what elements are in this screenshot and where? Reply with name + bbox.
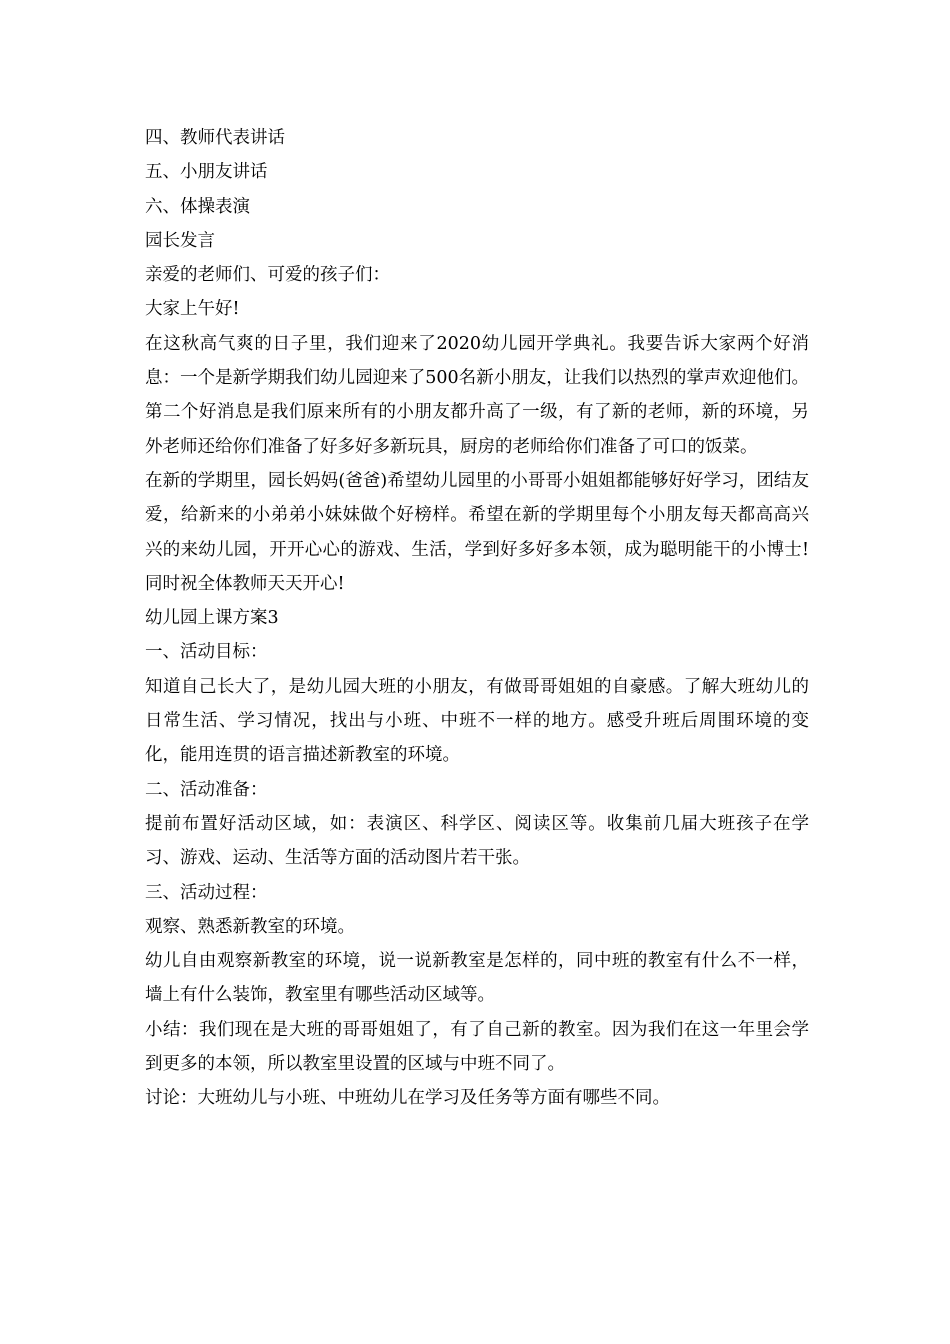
body-paragraph-prep: 提前布置好活动区域，如：表演区、科学区、阅读区等。收集前几届大班孩子在学习、游戏、运动、生活等方面的活动图片若干张。 [145,813,809,869]
body-paragraph-summary: 小结：我们现在是大班的哥哥姐姐了，有了自己新的教室。因为我们在这一年里会学到更多的本领，所以教室里设置的区域与中班不同了。 [145,1019,809,1075]
body-paragraph-goals: 知道自己长大了，是幼儿园大班的小朋友，有做哥哥姐姐的自豪感。了解大班幼儿的日常生活、学习情况，找出与小班、中班不一样的地方。感受升班后周围环境的变化，能用连贯的语言描述新教室的环境。 [145,676,809,766]
document-page [145,121,809,1116]
section-title-plan-3: 幼儿园上课方案3 [145,608,279,629]
heading-principal-speech: 园长发言 [145,230,215,251]
body-paragraph-discussion: 讨论：大班幼儿与小班、中班幼儿在学习及任务等方面有哪些不同。 [145,1088,670,1109]
body-paragraph-news: 在这秋高气爽的日子里，我们迎来了2020幼儿园开学典礼。我要告诉大家两个好消息：一个是新学期我们幼儿园迎来了500名新小朋友，让我们以热烈的掌声欢迎他们。第二个好消息是我们原来所有的小朋友都升高了一级，有了新的老师，新的环境，另外老师还给你们准备了好多好多新玩具，厨房的老师给你们准备了可口的饭菜。 [145,333,809,457]
heading-teacher-speech: 四、教师代表讲话 [145,128,285,148]
body-paragraph-wishes: 在新的学期里，园长妈妈(爸爸)希望幼儿园里的小哥哥小姐姐都能够好好学习，团结友爱，给新来的小弟弟小妹妹做个好榜样。希望在新的学期里每个小朋友每天都高高兴兴的来幼儿园，开开心心的游戏、生活，学到好多好多本领，成为聪明能干的小博士!同时祝全体教师天天开心! [145,470,809,594]
body-paragraph-observe: 观察、熟悉新教室的环境。 [145,916,355,937]
greeting: 大家上午好! [145,299,240,320]
heading-child-speech: 五、小朋友讲话 [145,162,268,183]
heading-activity-process: 三、活动过程： [145,882,268,903]
heading-activity-prep: 二、活动准备： [145,779,268,800]
heading-gymnastics: 六、体操表演 [145,196,250,217]
heading-activity-goals: 一、活动目标： [145,642,268,663]
salutation: 亲爱的老师们、可爱的孩子们： [145,265,390,286]
body-paragraph-free-observe: 幼儿自由观察新教室的环境，说一说新教室是怎样的，同中班的教室有什么不一样，墙上有什么装饰，教室里有哪些活动区域等。 [145,951,809,1006]
